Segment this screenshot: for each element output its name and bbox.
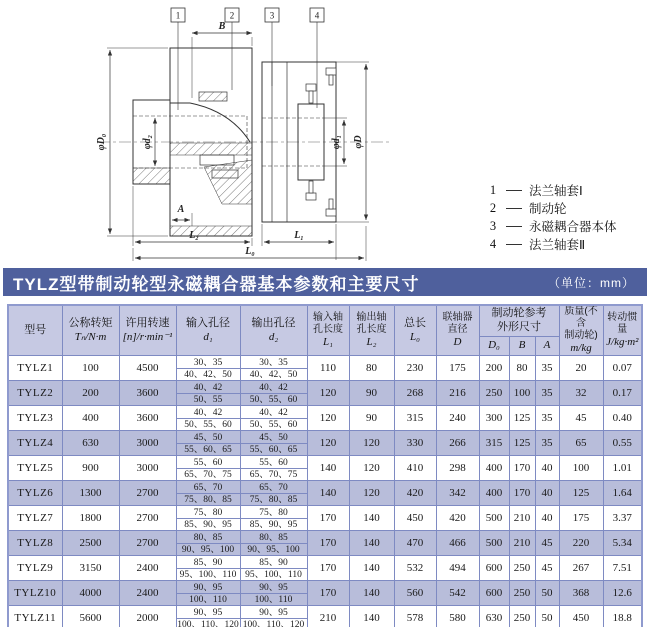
dim-label-phid2: φd₂ [142, 134, 153, 150]
spec-table [7, 304, 643, 627]
cell-mass: 125 [559, 481, 603, 506]
dim-label-phiD: φD [353, 135, 364, 149]
cell-L0: 560 [394, 581, 436, 606]
cell-inertia: 1.64 [603, 481, 642, 506]
cell-torque: 630 [62, 431, 119, 456]
unit-note: （单位：mm） [548, 275, 635, 290]
cell-d2: 80、85 90、95、100 [240, 531, 307, 556]
cell-inertia: 1.01 [603, 456, 642, 481]
cell-B: 250 [509, 581, 535, 606]
cell-A: 40 [535, 506, 559, 531]
cell-L1: 170 [307, 556, 349, 581]
cell-L1: 210 [307, 606, 349, 627]
cell-L2: 140 [349, 606, 394, 627]
cell-L1: 120 [307, 406, 349, 431]
cell-L0: 532 [394, 556, 436, 581]
cell-D: 342 [436, 481, 479, 506]
cell-L1: 120 [307, 381, 349, 406]
dim-label-phiD0: φD₀ [96, 133, 107, 151]
cell-L2: 120 [349, 431, 394, 456]
technical-drawing-area [0, 0, 650, 265]
cell-B: 125 [509, 431, 535, 456]
cell-L2: 140 [349, 581, 394, 606]
cell-model: TYLZ2 [8, 381, 62, 406]
cell-d2: 90、95 100、110 [240, 581, 307, 606]
cell-D0: 300 [479, 406, 509, 431]
cell-L0: 410 [394, 456, 436, 481]
col-header-d2: 输出孔径 d₂ [240, 305, 307, 356]
cell-L1: 120 [307, 431, 349, 456]
cell-d2: 75、80 85、90、95 [240, 506, 307, 531]
cell-L2: 80 [349, 356, 394, 381]
page-title: TYLZ型带制动轮型永磁耦合器基本参数和主要尺寸 [13, 274, 420, 294]
cell-model: TYLZ11 [8, 606, 62, 627]
legend-item [487, 218, 617, 234]
cell-D: 466 [436, 531, 479, 556]
cell-B: 250 [509, 606, 535, 627]
cell-D: 240 [436, 406, 479, 431]
cell-torque: 400 [62, 406, 119, 431]
cell-L0: 315 [394, 406, 436, 431]
table-row [8, 581, 642, 606]
cell-B: 170 [509, 456, 535, 481]
callout-boxes [171, 8, 324, 110]
cell-D0: 500 [479, 531, 509, 556]
cell-inertia: 3.37 [603, 506, 642, 531]
cell-torque: 100 [62, 356, 119, 381]
cell-A: 40 [535, 481, 559, 506]
cell-B: 250 [509, 556, 535, 581]
cell-model: TYLZ1 [8, 356, 62, 381]
cell-inertia: 0.07 [603, 356, 642, 381]
cell-d2: 45、50 55、60、65 [240, 431, 307, 456]
cell-speed: 3600 [119, 406, 176, 431]
cell-d1: 55、60 65、70、75 [176, 456, 240, 481]
cell-B: 125 [509, 406, 535, 431]
table-row [8, 456, 642, 481]
cell-inertia: 12.6 [603, 581, 642, 606]
cell-D: 216 [436, 381, 479, 406]
cell-D0: 630 [479, 606, 509, 627]
cell-torque: 4000 [62, 581, 119, 606]
cell-mass: 368 [559, 581, 603, 606]
dim-label-A: A [177, 204, 185, 215]
cell-d1: 80、85 90、95、100 [176, 531, 240, 556]
cell-L0: 470 [394, 531, 436, 556]
cell-D: 580 [436, 606, 479, 627]
cell-D: 494 [436, 556, 479, 581]
cell-D0: 200 [479, 356, 509, 381]
coupling-section-drawing [0, 0, 480, 265]
table-row [8, 406, 642, 431]
cell-L0: 420 [394, 481, 436, 506]
col-header-D0: D₀ [479, 336, 509, 355]
cell-mass: 45 [559, 406, 603, 431]
section-title-bar [3, 268, 647, 296]
cell-B: 170 [509, 481, 535, 506]
cell-torque: 2500 [62, 531, 119, 556]
cell-L0: 230 [394, 356, 436, 381]
cell-d2: 30、35 40、42、50 [240, 356, 307, 381]
cell-inertia: 0.17 [603, 381, 642, 406]
cell-d1: 65、70 75、80、85 [176, 481, 240, 506]
col-header-model: 型号 [8, 305, 62, 356]
legend-number: 1 [489, 182, 497, 197]
legend-dash-icon [506, 190, 522, 191]
cell-B: 210 [509, 531, 535, 556]
cell-torque: 3150 [62, 556, 119, 581]
col-header-inertia: 转动惯量 J/kg·m² [603, 305, 642, 356]
cell-speed: 2400 [119, 556, 176, 581]
cell-model: TYLZ9 [8, 556, 62, 581]
cell-model: TYLZ8 [8, 531, 62, 556]
legend-number: 2 [489, 200, 497, 215]
cell-model: TYLZ4 [8, 431, 62, 456]
col-header-L0: 总长 L₀ [394, 305, 436, 356]
col-header-d1: 输入孔径 d₁ [176, 305, 240, 356]
cell-d2: 40、42 50、55、60 [240, 406, 307, 431]
legend-number: 4 [489, 236, 497, 251]
cell-L2: 90 [349, 381, 394, 406]
cell-torque: 1300 [62, 481, 119, 506]
legend-label: 法兰轴套Ⅱ [529, 238, 586, 252]
cell-L1: 140 [307, 456, 349, 481]
table-body [8, 356, 642, 627]
cell-L2: 140 [349, 531, 394, 556]
col-header-brake-group: 制动轮参考 外形尺寸 [479, 305, 559, 336]
cell-D0: 250 [479, 381, 509, 406]
cell-A: 35 [535, 431, 559, 456]
cell-torque: 1800 [62, 506, 119, 531]
cell-L2: 90 [349, 406, 394, 431]
table-row [8, 431, 642, 456]
cell-D0: 600 [479, 556, 509, 581]
cell-A: 40 [535, 456, 559, 481]
cell-mass: 100 [559, 456, 603, 481]
callout-1: 1 [175, 10, 181, 21]
col-header-torque: 公称转矩 Tₙ/N·m [62, 305, 119, 356]
cell-D0: 600 [479, 581, 509, 606]
cell-model: TYLZ5 [8, 456, 62, 481]
cell-L2: 120 [349, 456, 394, 481]
parts-legend [487, 182, 617, 254]
dim-label-L2: L₂ [189, 230, 199, 241]
dim-label-B: B [218, 21, 226, 32]
cell-speed: 2400 [119, 581, 176, 606]
cell-D: 266 [436, 431, 479, 456]
cell-A: 45 [535, 531, 559, 556]
cell-B: 80 [509, 356, 535, 381]
table-row [8, 606, 642, 627]
table-row [8, 381, 642, 406]
dim-label-phid1: φd₁ [331, 134, 342, 150]
cell-mass: 175 [559, 506, 603, 531]
table-header [8, 305, 642, 356]
cell-torque: 900 [62, 456, 119, 481]
dim-label-L1: L₁ [294, 230, 304, 241]
dim-label-L0: L₀ [245, 246, 255, 257]
cell-L0: 450 [394, 506, 436, 531]
cell-d2: 65、70 75、80、85 [240, 481, 307, 506]
cell-torque: 5600 [62, 606, 119, 627]
col-header-speed: 许用转速 [n]/r·min⁻¹ [119, 305, 176, 356]
legend-dash-icon [506, 208, 522, 209]
cell-L0: 330 [394, 431, 436, 456]
cell-A: 35 [535, 406, 559, 431]
cell-mass: 220 [559, 531, 603, 556]
cell-A: 50 [535, 606, 559, 627]
cell-mass: 267 [559, 556, 603, 581]
cell-D0: 500 [479, 506, 509, 531]
cell-speed: 3000 [119, 431, 176, 456]
col-header-mass: 质量(不含 制动轮) m/kg [559, 305, 603, 356]
cell-L2: 120 [349, 481, 394, 506]
cell-model: TYLZ3 [8, 406, 62, 431]
cell-A: 45 [535, 556, 559, 581]
cell-inertia: 7.51 [603, 556, 642, 581]
callout-2: 2 [229, 10, 235, 21]
cell-d1: 85、90 95、100、110 [176, 556, 240, 581]
legend-number: 3 [489, 218, 497, 233]
cell-inertia: 18.8 [603, 606, 642, 627]
col-header-L1: 输入轴 孔长度 L₁ [307, 305, 349, 356]
col-header-D: 联轴器 直径 D [436, 305, 479, 356]
cell-inertia: 0.40 [603, 406, 642, 431]
cell-mass: 450 [559, 606, 603, 627]
cell-d2: 85、90 95、100、110 [240, 556, 307, 581]
legend-dash-icon [506, 226, 522, 227]
cell-inertia: 0.55 [603, 431, 642, 456]
cell-A: 50 [535, 581, 559, 606]
cell-speed: 2700 [119, 531, 176, 556]
cell-L1: 170 [307, 531, 349, 556]
legend-item [487, 236, 617, 252]
cell-speed: 2700 [119, 481, 176, 506]
cell-model: TYLZ7 [8, 506, 62, 531]
cell-L1: 110 [307, 356, 349, 381]
cell-d1: 75、80 85、90、95 [176, 506, 240, 531]
cell-D0: 400 [479, 481, 509, 506]
cell-B: 100 [509, 381, 535, 406]
cell-D: 542 [436, 581, 479, 606]
cell-speed: 4500 [119, 356, 176, 381]
cell-model: TYLZ10 [8, 581, 62, 606]
table-row [8, 506, 642, 531]
cell-A: 35 [535, 356, 559, 381]
cell-D: 175 [436, 356, 479, 381]
legend-dash-icon [506, 244, 522, 245]
legend-item [487, 200, 617, 216]
legend-label: 永磁耦合器本体 [529, 220, 617, 234]
col-header-A: A [535, 336, 559, 355]
cell-inertia: 5.34 [603, 531, 642, 556]
cell-speed: 3600 [119, 381, 176, 406]
table-row [8, 531, 642, 556]
legend-label: 制动轮 [529, 202, 567, 216]
cell-d1: 45、50 55、60、65 [176, 431, 240, 456]
cell-L0: 578 [394, 606, 436, 627]
cell-d1: 90、95 100、110、120 [176, 606, 240, 627]
cell-D0: 400 [479, 456, 509, 481]
cell-L1: 170 [307, 581, 349, 606]
cell-speed: 2700 [119, 506, 176, 531]
cell-A: 35 [535, 381, 559, 406]
legend-item [487, 182, 617, 198]
table-row [8, 556, 642, 581]
callout-3: 3 [269, 10, 275, 21]
cell-L1: 140 [307, 481, 349, 506]
cell-d1: 30、35 40、42、50 [176, 356, 240, 381]
spec-table-wrap [7, 304, 643, 627]
cell-D0: 315 [479, 431, 509, 456]
cell-d1: 40、42 50、55、60 [176, 406, 240, 431]
callout-4: 4 [314, 10, 320, 21]
cell-d2: 90、95 100、110、120 [240, 606, 307, 627]
cell-d1: 90、95 100、110 [176, 581, 240, 606]
cell-mass: 65 [559, 431, 603, 456]
cell-B: 210 [509, 506, 535, 531]
cell-model: TYLZ6 [8, 481, 62, 506]
table-row [8, 356, 642, 381]
cell-D: 298 [436, 456, 479, 481]
col-header-L2: 输出轴 孔长度 L₂ [349, 305, 394, 356]
cell-d1: 40、42 50、55 [176, 381, 240, 406]
cell-D: 420 [436, 506, 479, 531]
cell-L2: 140 [349, 556, 394, 581]
cell-mass: 32 [559, 381, 603, 406]
cell-speed: 3000 [119, 456, 176, 481]
cell-L2: 140 [349, 506, 394, 531]
cell-torque: 200 [62, 381, 119, 406]
cell-L0: 268 [394, 381, 436, 406]
cell-d2: 40、42 50、55、60 [240, 381, 307, 406]
table-row [8, 481, 642, 506]
col-header-B: B [509, 336, 535, 355]
legend-label: 法兰轴套Ⅰ [529, 184, 583, 198]
cell-mass: 20 [559, 356, 603, 381]
cell-speed: 2000 [119, 606, 176, 627]
cell-L1: 170 [307, 506, 349, 531]
cell-d2: 55、60 65、70、75 [240, 456, 307, 481]
